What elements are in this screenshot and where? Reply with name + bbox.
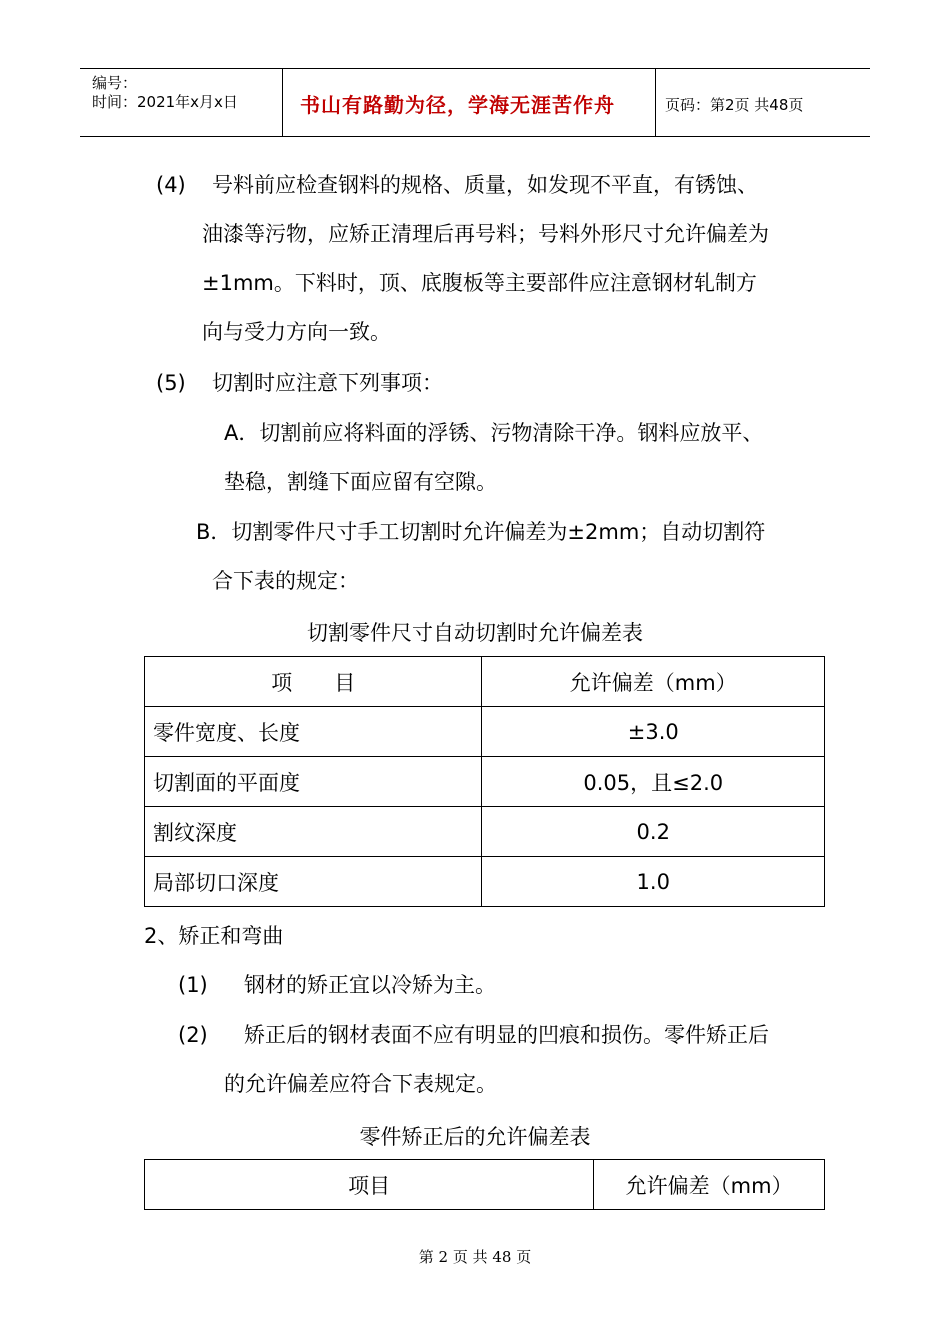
paragraph-line: 号料前应检查钢料的规格、质量，如发现不平直，有锈蚀、	[212, 173, 758, 197]
table-header-cell: 允许偏差（mm）	[594, 1160, 825, 1210]
straightening-tolerance-table	[144, 1159, 825, 1210]
section-title: 2、矫正和弯曲	[144, 924, 284, 948]
table-cell: 切割面的平面度	[145, 757, 482, 807]
paragraph-line: 垫稳，割缝下面应留有空隙。	[224, 470, 497, 494]
paragraph-line: 矫正后的钢材表面不应有明显的凹痕和损伤。零件矫正后	[244, 1023, 769, 1047]
paragraph-line: ±1mm。下料时，顶、底腹板等主要部件应注意钢材轧制方	[202, 271, 757, 295]
table-caption: 切割零件尺寸自动切割时允许偏差表	[307, 621, 643, 645]
paragraph-line: 的允许偏差应符合下表规定。	[224, 1072, 497, 1096]
table-cell: ±3.0	[482, 707, 825, 757]
tolerance-table	[144, 656, 825, 907]
header-page-info: 页码：第2页 共48页	[665, 96, 804, 114]
paragraph-line: A．切割前应将料面的浮锈、污物清除干净。钢料应放平、	[224, 421, 764, 445]
table-cell: 零件宽度、长度	[145, 707, 482, 757]
document-number-label: 编号：	[92, 74, 138, 92]
table-row	[145, 707, 825, 757]
page-header	[80, 68, 870, 137]
paragraph-line: 油漆等污物，应矫正清理后再号料；号料外形尺寸允许偏差为	[202, 222, 769, 246]
table-cell: 局部切口深度	[145, 857, 482, 907]
paragraph-line: 切割时应注意下列事项：	[212, 371, 443, 395]
item-number: (2)	[178, 1023, 208, 1047]
paragraph-line: B．切割零件尺寸手工切割时允许偏差为±2mm；自动切割符	[196, 520, 766, 544]
table-header-cell: 项 目	[145, 657, 482, 707]
table-row	[145, 857, 825, 907]
paragraph-line: 向与受力方向一致。	[202, 320, 391, 344]
document-time-label: 时间：2021年x月x日	[92, 93, 238, 111]
table-caption: 零件矫正后的允许偏差表	[359, 1125, 591, 1149]
header-divider	[282, 69, 283, 136]
paragraph-line: 钢材的矫正宜以冷矫为主。	[244, 973, 496, 997]
table-cell: 割纹深度	[145, 807, 482, 857]
item-number: (5)	[156, 371, 186, 395]
paragraph-line: 合下表的规定：	[212, 569, 359, 593]
table-cell: 0.2	[482, 807, 825, 857]
item-number: (1)	[178, 973, 208, 997]
page-footer: 第 2 页 共 48 页	[418, 1248, 532, 1266]
table-row	[145, 807, 825, 857]
table-header-cell: 允许偏差（mm）	[482, 657, 825, 707]
item-number: (4)	[156, 173, 186, 197]
table-row	[145, 757, 825, 807]
table-cell: 0.05，且≤2.0	[482, 757, 825, 807]
table-cell: 1.0	[482, 857, 825, 907]
header-motto: 书山有路勤为径，学海无涯苦作舟	[300, 93, 615, 117]
header-divider	[655, 69, 656, 136]
table-header-row	[145, 1160, 825, 1210]
table-header-cell: 项目	[145, 1160, 594, 1210]
table-header-row	[145, 657, 825, 707]
